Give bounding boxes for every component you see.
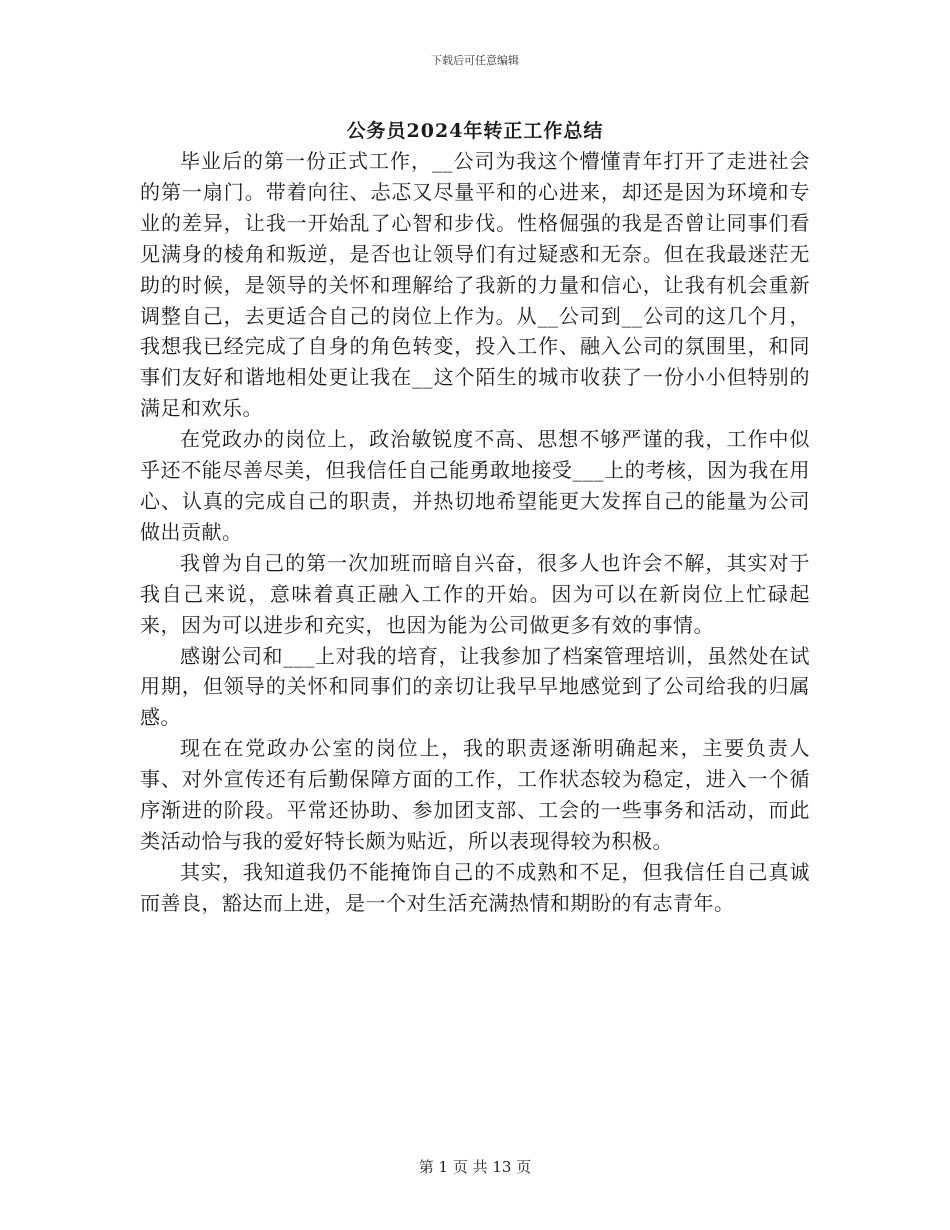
paragraph: 感谢公司和___上对我的培育，让我参加了档案管理培训，虽然处在试用期，但领导的关怀和同事们的亲切让我早早地感觉到了公司给我的归属感。 — [140, 643, 810, 730]
paragraph: 其实，我知道我仍不能掩饰自己的不成熟和不足，但我信任自己真诚而善良，豁达而上进，是一个对生活充满热情和期盼的有志青年。 — [140, 859, 810, 915]
paragraph: 毕业后的第一份正式工作，__公司为我这个懵懂青年打开了走进社会的第一扇门。带着向往、忐忑又尽量平和的心进来，却还是因为环境和专业的差异，让我一开始乱了心智和步伐。性格倔强的我是否曾让同事们看见满身的棱角和叛逆，是否也让领导们有过疑惑和无奈。但在我最迷茫无助的时候，是领导的关怀和理解给了我新的力量和信心，让我有机会重新调整自己，去更适合自己的岗位上作为。从__公司到__公司的这几个月，我想我已经完成了自身的角色转变，投入工作、融入公司的氛围里，和同事们友好和谐地相处更让我在__这个陌生的城市收获了一份小小但特别的满足和欢乐。 — [140, 149, 810, 421]
paragraph: 现在在党政办公室的岗位上，我的职责逐渐明确起来，主要负责人事、对外宣传还有后勤保障方面的工作，工作状态较为稳定，进入一个循序渐进的阶段。平常还协助、参加团支部、工会的一些事务和活动，而此类活动恰与我的爱好特长颇为贴近，所以表现得较为积极。 — [140, 736, 810, 853]
page-header-note: 下载后可任意编辑 — [431, 54, 519, 67]
document-body — [140, 146, 810, 919]
document-title: 公务员2024年转正工作总结 — [346, 120, 604, 142]
paragraph: 在党政办的岗位上，政治敏锐度不高、思想不够严谨的我，工作中似乎还不能尽善尽美，但我信任自己能勇敢地接受___上的考核，因为我在用心、认真的完成自己的职责，并热切地希望能更大发挥自己的能量为公司做出贡献。 — [140, 427, 810, 544]
page-number: 第 1 页 共 13 页 — [418, 1158, 532, 1176]
paragraph: 我曾为自己的第一次加班而暗自兴奋，很多人也许会不解，其实对于我自己来说，意味着真正融入工作的开始。因为可以在新岗位上忙碌起来，因为可以进步和充实，也因为能为公司做更多有效的事情。 — [140, 550, 810, 637]
